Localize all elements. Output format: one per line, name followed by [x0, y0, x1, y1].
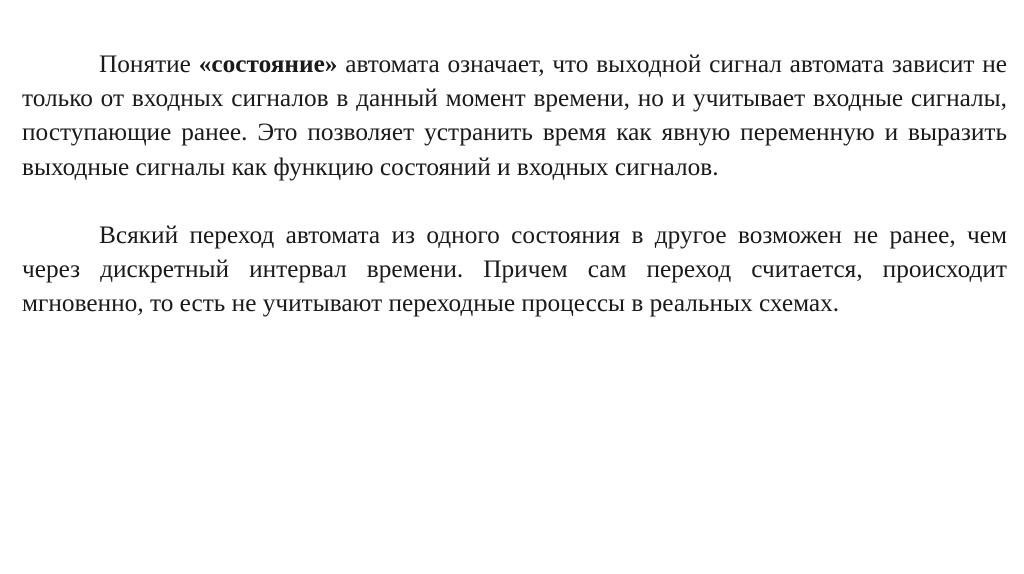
paragraph-transition: [22, 218, 1007, 321]
term-state: «состояние»: [198, 50, 338, 78]
paragraph-1-body: автомата означает, что выходной сигнал автомата зависит не только от входных сигналов в данный момент времени, но и учитывает входные сигналы, поступающие ранее. Это позволяет устранить время как явную переменную и выразить выходные сигналы как функцию состояний и входных сигналов.: [22, 50, 1007, 181]
paragraph-1-lead: Понятие: [99, 50, 199, 78]
paragraph-2-body: Всякий переход автомата из одного состояния в другое возможен не ранее, чем через дискретный интервал времени. Причем сам переход считается, происходит мгновенно, то есть не учитывают переходные процессы в реальных схемах.: [22, 220, 1007, 318]
paragraph-state-definition: [22, 47, 1007, 184]
slide-text-block: [22, 47, 1007, 320]
